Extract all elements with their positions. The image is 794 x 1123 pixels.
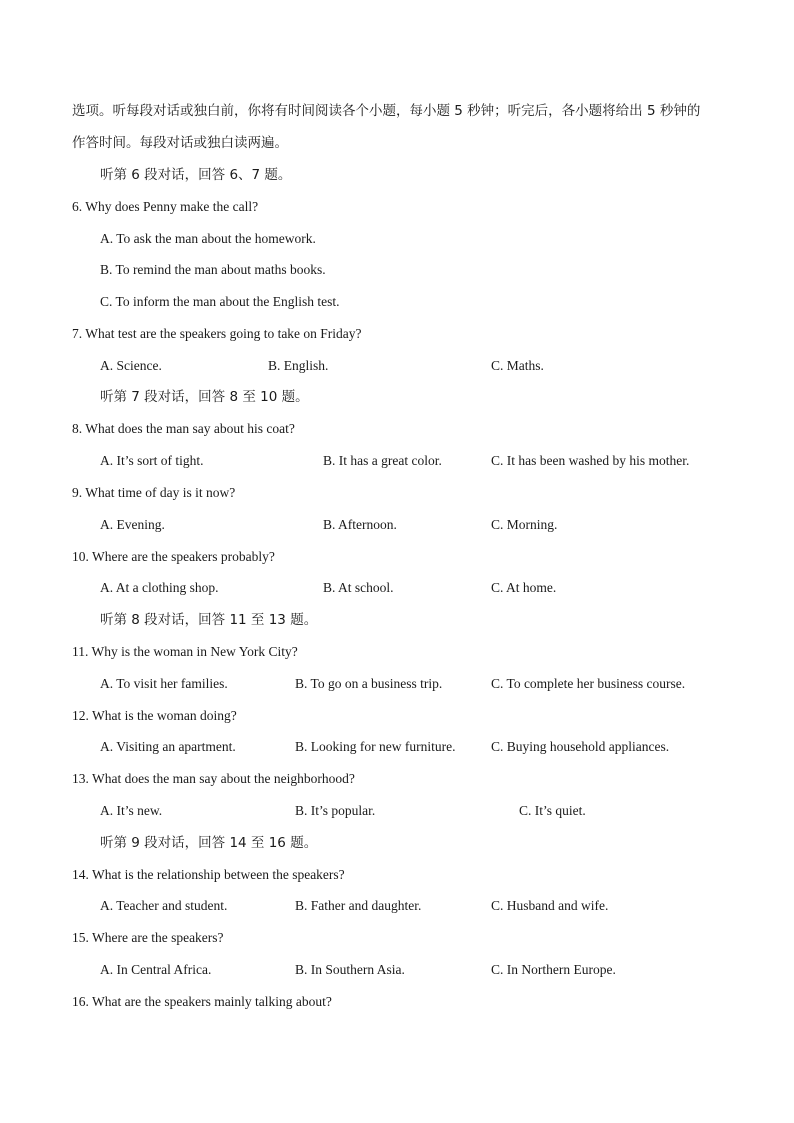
question-9-option-c: C. Morning. [491,517,558,532]
question-15-option-c: C. In Northern Europe. [491,962,616,977]
intro-line-2: 作答时间。每段对话或独白读两遍。 [72,135,288,151]
question-14-option-a: A. Teacher and student. [100,898,228,913]
question-15-option-a: A. In Central Africa. [100,962,212,977]
question-13-option-c: C. It’s quiet. [519,803,586,818]
question-14-option-b: B. Father and daughter. [295,898,422,913]
question-7-option-b: B. English. [268,358,329,373]
question-8-option-b: B. It has a great color. [323,453,442,468]
question-13-option-b: B. It’s popular. [295,803,376,818]
question-15-option-b: B. In Southern Asia. [295,962,405,977]
question-8-option-a: A. It’s sort of tight. [100,453,204,468]
question-7-option-c: C. Maths. [491,358,544,373]
question-6-option-b: B. To remind the man about maths books. [100,262,326,277]
question-6: 6. Why does Penny make the call? [72,199,259,214]
question-15: 15. Where are the speakers? [72,930,224,945]
section-heading-9: 听第 9 段对话，回答 14 至 16 题。 [100,835,318,851]
question-12-option-a: A. Visiting an apartment. [100,739,236,754]
question-9: 9. What time of day is it now? [72,485,236,500]
question-8-option-c: C. It has been washed by his mother. [491,453,690,468]
question-14-option-c: C. Husband and wife. [491,898,609,913]
question-10-option-c: C. At home. [491,580,557,595]
question-11: 11. Why is the woman in New York City? [72,644,298,659]
question-6-option-a: A. To ask the man about the homework. [100,231,316,246]
question-16: 16. What are the speakers mainly talking about? [72,994,332,1009]
question-10-option-b: B. At school. [323,580,394,595]
question-9-option-a: A. Evening. [100,517,165,532]
section-heading-7: 听第 7 段对话，回答 8 至 10 题。 [100,389,309,405]
question-13: 13. What does the man say about the neighborhood? [72,771,355,786]
question-7: 7. What test are the speakers going to take on Friday? [72,326,362,341]
question-12-option-b: B. Looking for new furniture. [295,739,456,754]
question-12-option-c: C. Buying household appliances. [491,739,670,754]
question-11-option-a: A. To visit her families. [100,676,228,691]
question-12: 12. What is the woman doing? [72,708,237,723]
section-heading-8: 听第 8 段对话，回答 11 至 13 题。 [100,612,318,628]
question-11-option-b: B. To go on a business trip. [295,676,443,691]
question-14: 14. What is the relationship between the speakers? [72,867,345,882]
intro-line-1: 选项。听每段对话或独白前，你将有时间阅读各个小题，每小题 5 秒钟；听完后，各小题将给出 5 秒钟的 [72,103,701,119]
question-11-option-c: C. To complete her business course. [491,676,686,691]
question-13-option-a: A. It’s new. [100,803,163,818]
question-6-option-c: C. To inform the man about the English test. [100,294,340,309]
question-10-option-a: A. At a clothing shop. [100,580,219,595]
question-10: 10. Where are the speakers probably? [72,549,275,564]
section-heading-6: 听第 6 段对话，回答 6、7 题。 [100,167,292,183]
question-9-option-b: B. Afternoon. [323,517,397,532]
question-8: 8. What does the man say about his coat? [72,421,295,436]
question-7-option-a: A. Science. [100,358,162,373]
